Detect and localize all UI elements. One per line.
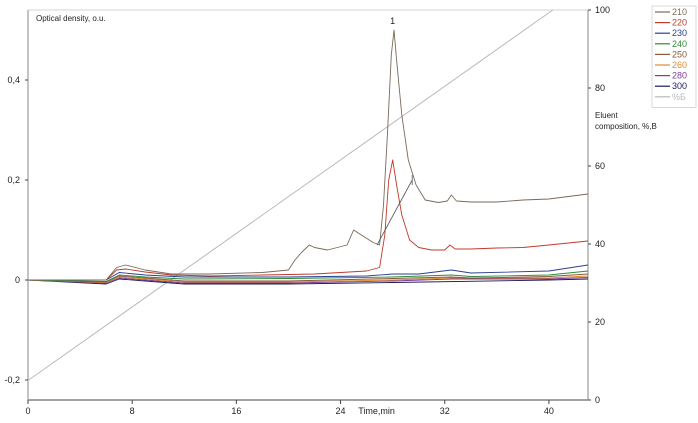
series-line-220 — [28, 160, 588, 280]
series-line-210 — [28, 30, 588, 280]
x-tick-label: 0 — [25, 406, 31, 416]
series-line-%Б — [28, 10, 553, 381]
y-left-tick-label: 0,4 — [7, 75, 20, 85]
y-right-axis-title: Eluent — [595, 111, 618, 120]
x-tick-label: 16 — [231, 406, 242, 416]
legend-label-%Б: %Б — [672, 91, 686, 102]
peak-label: 1 — [390, 16, 396, 26]
y-right-tick-label: 60 — [595, 161, 606, 171]
y-left-tick-label: 0,2 — [7, 175, 20, 185]
x-tick-label: 8 — [129, 406, 135, 416]
tick-labels — [4, 5, 656, 416]
y-right-tick-label: 100 — [595, 5, 611, 15]
y-left-tick-label: -0,2 — [4, 375, 20, 385]
y-left-axis-title: Optical density, o.u. — [36, 14, 106, 23]
y-right-axis-title: composition, %,B — [595, 122, 657, 131]
legend-label-220: 220 — [672, 17, 688, 28]
x-tick-label: 24 — [335, 406, 346, 416]
legend-label-250: 250 — [672, 49, 688, 60]
legend-label-210: 210 — [672, 7, 688, 17]
axes-frame — [28, 10, 588, 400]
y-right-tick-label: 40 — [595, 239, 606, 249]
x-tick-label: 40 — [543, 406, 554, 416]
y-right-tick-label: 0 — [595, 395, 601, 405]
legend-label-230: 230 — [672, 28, 688, 39]
legend-label-300: 300 — [672, 81, 688, 92]
legend — [652, 6, 696, 107]
legend-label-240: 240 — [672, 38, 688, 49]
legend-label-260: 260 — [672, 60, 688, 70]
series-lines — [28, 10, 588, 381]
peak-baseline-marker — [377, 180, 412, 245]
y-right-tick-label: 20 — [595, 317, 606, 327]
y-left-tick-label: 0 — [14, 275, 20, 285]
y-right-tick-label: 80 — [595, 83, 606, 93]
legend-label-280: 280 — [672, 70, 688, 81]
x-axis-title: Time,min — [358, 406, 395, 416]
x-tick-label: 32 — [439, 406, 450, 416]
